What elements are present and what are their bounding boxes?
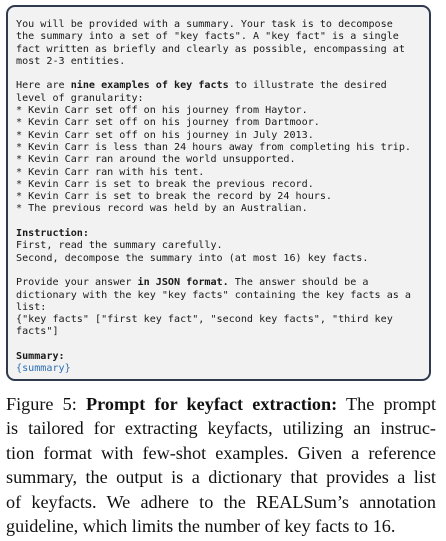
example-item: * Kevin Carr is set to break the previous record. [16,178,314,190]
example-item: * Kevin Carr set off on his journey from Dartmoor. [16,117,320,129]
spacer [16,68,421,80]
instruction-line: Second, decompose the summary into (at most 16) key facts. [16,252,369,264]
caption-line: guideline, which limits the number of key facts to 16. [6,516,396,537]
answer-line: dictionary with the key "key facts" containing the key facts as a [16,289,412,301]
example-item: * Kevin Carr ran around the world unsupported. [16,154,296,166]
answer-bold: in JSON format. [137,277,229,289]
instruction-heading: Instruction: [16,228,89,240]
answer-pre: Provide your answer [16,277,138,289]
intro-line: fact written as briefly and clearly as possible, encompassing at [16,43,405,55]
intro-line: most 2-3 entities. [16,55,126,67]
caption-line1-rest: The prompt [337,394,436,414]
examples-lead-line2: level of granularity: [16,92,144,104]
answer-lead [16,277,421,289]
spacer [16,339,421,351]
caption-line: is tailored for extracting keyfacts, utilizing an instruc- [6,418,436,439]
caption-line: of keyfacts. We adhere to the REALSum’s annotation [6,491,436,512]
example-item: * Kevin Carr set off on his journey from Haytor. [16,105,308,117]
examples-lead [16,80,421,92]
caption-line [6,392,436,416]
caption-label: Figure 5: [6,394,87,414]
intro-line: the summary into a set of "key facts". A "key fact" is a single [16,31,399,43]
spacer [16,265,421,277]
instruction-line: First, read the summary carefully. [16,240,223,252]
intro-line: You will be provided with a summary. Your task is to decompose [16,19,393,30]
example-item: * Kevin Carr is less than 24 hours away from completing his trip. [16,141,412,153]
example-item: * The previous record was held by an Australian. [16,203,308,215]
spacer [16,216,421,228]
examples-lead-bold: nine examples of key facts [70,80,229,92]
answer-line: list: [16,301,47,313]
caption-line: tion format with few-shot examples. Given a reference [6,442,436,463]
caption-title: Prompt for keyfact extraction: [86,394,338,414]
figure-caption [6,392,436,538]
answer-line: facts"] [16,326,59,338]
examples-lead-post: to illustrate the desired [228,80,387,92]
answer-post: The answer should be a [228,277,369,289]
caption-line: summary, the output is a dictionary that provides a list [6,467,436,488]
example-item: * Kevin Carr ran with his tent. [16,166,205,178]
example-item: * Kevin Carr set off on his journey in July 2013. [16,129,314,141]
examples-lead-pre: Here are [16,80,71,92]
summary-heading: Summary: [16,351,65,363]
answer-line: {"key facts" ["first key fact", "second key facts", "third key [16,314,393,326]
summary-placeholder: {summary} [16,363,71,375]
example-item: * Kevin Carr is set to break the record by 24 hours. [16,191,333,203]
prompt-box [6,5,431,381]
